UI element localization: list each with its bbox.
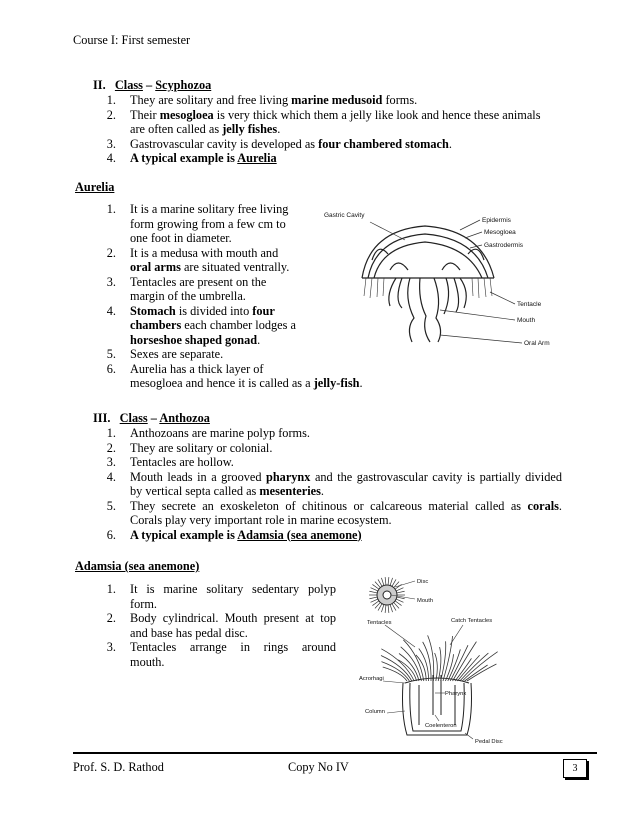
list-item xyxy=(102,582,336,597)
class-name: Scyphozoa xyxy=(155,78,212,92)
list-item-number: 2. xyxy=(106,245,116,260)
disc-tentacle xyxy=(390,605,392,613)
text-run: are often called as xyxy=(130,122,223,136)
label-oral-arm: Oral Arm xyxy=(524,340,550,347)
text-run: . xyxy=(277,122,281,136)
list-item-number: 2. xyxy=(106,107,116,122)
list-item-number: 3. xyxy=(106,136,116,151)
section-roman-numeral: II. xyxy=(93,78,106,92)
list-item-number: 4. xyxy=(106,151,116,165)
list-item-number: 5. xyxy=(106,498,116,513)
text-run: . xyxy=(558,498,562,513)
list-item xyxy=(102,499,562,514)
disc-tentacle xyxy=(396,599,403,602)
disc-tentacle xyxy=(385,605,386,613)
footer-author: Prof. S. D. Rathod xyxy=(73,760,164,774)
text-run: margin of the umbrella. xyxy=(130,289,246,303)
text-run: . xyxy=(320,484,324,498)
aurelia-heading: Aurelia xyxy=(75,180,115,194)
list-item-text xyxy=(130,499,562,514)
text-run: chambers xyxy=(130,318,182,332)
text-run: four xyxy=(252,303,275,318)
text-run: horseshoe shaped gonad xyxy=(130,332,258,347)
text-run: Body cylindrical. Mouth present at top xyxy=(130,611,336,625)
label-acrorhagi: Acrorhagi xyxy=(359,676,384,682)
class-name: Anthozoa xyxy=(159,411,210,425)
list-item xyxy=(102,470,562,485)
list-item-text xyxy=(130,137,562,152)
adamsia-leader-lines xyxy=(383,581,473,739)
text-run: They secrete an exoskeleton of chitinous or calcareous material called as xyxy=(130,498,528,513)
list-item-continuation xyxy=(102,513,562,528)
text-run: and base has pedal disc. xyxy=(130,625,248,640)
text-run: and the gastrovascular cavity is partially divided xyxy=(310,469,562,484)
list-item xyxy=(102,362,402,377)
text-run: mesogloea and hence it is called as a xyxy=(130,376,314,390)
list-item-text xyxy=(130,470,562,485)
aurelia-labels xyxy=(324,212,550,347)
label-pedal-disc: Pedal Disc xyxy=(475,739,503,745)
list-item-continuation xyxy=(102,626,336,641)
text-run: form growing from a few cm to xyxy=(130,216,286,231)
section-roman-numeral: III. xyxy=(93,411,111,425)
label-mesogloea: Mesogloea xyxy=(484,229,516,236)
text-run: Anthozoans are marine polyp forms. xyxy=(130,426,310,440)
text-run: corals xyxy=(527,498,559,513)
text-run: Adamsia (sea anemone) xyxy=(237,527,362,542)
list-item xyxy=(102,426,562,441)
list-item-number: 4. xyxy=(106,469,116,484)
list-item-number: 3. xyxy=(106,274,116,289)
disc-tentacle xyxy=(390,578,392,586)
label-mouth: Mouth xyxy=(517,317,536,324)
list-item-text xyxy=(130,626,336,641)
list-item-text xyxy=(130,362,402,377)
text-run: jelly-fish xyxy=(313,376,360,390)
disc-tentacle xyxy=(385,577,386,585)
list-item-text xyxy=(130,426,562,441)
list-item xyxy=(102,640,336,655)
list-item-text xyxy=(130,376,402,391)
section-iii-heading xyxy=(93,411,210,426)
anemone-tentacle xyxy=(435,653,438,681)
list-item xyxy=(102,528,562,543)
label-mouth: Mouth xyxy=(417,598,434,604)
text-run: forms. xyxy=(382,93,418,107)
list-item-continuation xyxy=(102,484,562,499)
text-run: Sexes are separate. xyxy=(130,347,224,361)
text-run: . xyxy=(359,376,363,390)
class-dash: – xyxy=(142,78,156,92)
text-run: Stomach xyxy=(130,303,176,318)
aurelia-body-drawing xyxy=(362,226,494,342)
text-run: each chamber lodges a xyxy=(181,318,296,332)
aurelia-diagram xyxy=(310,200,570,350)
text-run: A typical example is xyxy=(130,527,238,542)
text-run: Their xyxy=(130,107,160,122)
class-label: Class xyxy=(119,411,148,425)
list-item-continuation xyxy=(102,122,562,137)
list-item-number: 4. xyxy=(106,303,116,318)
list-item xyxy=(102,441,562,456)
list-item-text xyxy=(130,151,562,166)
disc-tentacle xyxy=(371,599,378,602)
adamsia-list xyxy=(102,582,336,669)
list-item-text xyxy=(130,597,336,612)
label-tentacle: Tentacle xyxy=(517,301,542,308)
adamsia-heading: Adamsia (sea anemone) xyxy=(75,559,200,573)
disc-tentacle xyxy=(396,588,403,591)
list-item-number: 3. xyxy=(106,640,116,654)
text-run: They are solitary and free living xyxy=(130,93,292,107)
disc-tentacle xyxy=(397,591,405,593)
list-item-text xyxy=(130,655,336,670)
list-item-text xyxy=(130,455,562,470)
page-number: 3 xyxy=(563,759,587,778)
list-item-number: 5. xyxy=(106,347,116,361)
text-run: pharynx xyxy=(266,469,311,484)
list-item-number: 1. xyxy=(106,582,116,596)
anthozoa-list xyxy=(102,426,562,542)
list-item xyxy=(102,151,562,166)
aurelia-tentacle-fringe xyxy=(364,278,492,298)
label-epidermis: Epidermis xyxy=(482,217,511,224)
text-run: Aurelia has a thick layer of xyxy=(130,361,264,376)
list-item-number: 2. xyxy=(106,440,116,455)
adamsia-diagram xyxy=(355,565,530,745)
list-item xyxy=(102,93,562,108)
text-run: is divided into xyxy=(175,303,253,318)
list-item-text xyxy=(130,513,562,528)
page-header: Course I: First semester xyxy=(73,33,191,47)
text-run: A typical example is xyxy=(130,151,238,165)
text-run: Tentacles are hollow. xyxy=(130,455,234,469)
list-item-text xyxy=(130,528,562,543)
label-column: Column xyxy=(365,709,385,715)
text-run: It is marine solitary sedentary polyp xyxy=(130,582,336,596)
text-run: . xyxy=(257,332,261,347)
disc-tentacle xyxy=(388,577,389,585)
class-label: Class xyxy=(114,78,143,92)
list-item-text xyxy=(130,640,336,655)
list-item-text xyxy=(130,484,562,499)
text-run: are situated ventrally. xyxy=(180,260,290,274)
text-run: Tentacles arrange in rings around xyxy=(130,640,336,654)
text-run: mouth. xyxy=(130,654,165,669)
list-item-number: 6. xyxy=(106,361,116,376)
adamsia-disc-drawing xyxy=(377,585,397,605)
label-gastric-cavity: Gastric Cavity xyxy=(324,212,365,219)
list-item-text xyxy=(130,582,336,597)
text-run: It is a marine solitary free living xyxy=(130,202,289,216)
anemone-tentacle xyxy=(423,642,431,681)
label-catch-tentacles: Catch Tentacles xyxy=(451,618,493,624)
text-run: Tentacles are present on the xyxy=(130,274,267,289)
disc-tentacle xyxy=(381,578,383,586)
list-item-number: 6. xyxy=(106,527,116,542)
label-tentacles: Tentacles xyxy=(367,620,392,626)
text-run: four chambered stomach xyxy=(318,136,449,151)
text-run: Corals play very important role in marine ecosystem. xyxy=(130,513,392,527)
anemone-tentacle xyxy=(465,665,488,681)
disc-tentacle xyxy=(381,605,383,613)
text-run: form. xyxy=(130,596,157,611)
disc-tentacle xyxy=(388,605,389,613)
list-item-continuation xyxy=(102,376,402,391)
list-item-text xyxy=(130,122,562,137)
list-item-text xyxy=(130,611,336,626)
list-item-text xyxy=(130,441,562,456)
list-item xyxy=(102,108,562,123)
text-run: Aurelia xyxy=(237,151,277,165)
text-run: mesenteries xyxy=(259,484,321,498)
list-item-number: 1. xyxy=(106,202,116,216)
class-dash: – xyxy=(147,411,160,425)
section-ii-heading xyxy=(93,78,211,93)
list-item-text xyxy=(130,93,562,108)
label-disc: Disc xyxy=(417,579,429,585)
text-run: by vertical septa called as xyxy=(130,484,260,498)
list-item-text xyxy=(130,108,562,123)
list-item-continuation xyxy=(102,597,336,612)
label-coelenteron: Coelenteron xyxy=(425,723,457,729)
label-pharynx: Pharynx xyxy=(445,691,467,697)
label-gastrodermis: Gastrodermis xyxy=(484,242,524,249)
list-item-number: 1. xyxy=(106,426,116,440)
adamsia-tentacle-crown xyxy=(381,635,498,681)
adamsia-labels xyxy=(359,579,503,745)
list-item xyxy=(102,611,336,626)
list-item-continuation xyxy=(102,655,336,670)
text-run: marine medusoid xyxy=(291,93,383,107)
text-run: Mouth leads in a grooved xyxy=(130,469,266,484)
aurelia-leader-lines xyxy=(370,220,522,343)
text-run: It is a medusa with mouth and xyxy=(130,245,279,260)
text-run: . xyxy=(448,136,452,151)
text-run: oral arms xyxy=(130,260,181,274)
scyphozoa-list xyxy=(102,93,562,166)
disc-tentacle xyxy=(369,597,377,599)
text-run: Gastrovascular cavity is developed as xyxy=(130,136,319,151)
text-run: jelly fishes xyxy=(222,122,278,136)
list-item-number: 1. xyxy=(106,93,116,107)
text-run: mesogloea xyxy=(159,107,214,122)
list-item xyxy=(102,137,562,152)
text-run: is very thick which them a jelly like look and hence these animals xyxy=(213,107,541,122)
text-run: one foot in diameter. xyxy=(130,231,232,245)
footer-rule xyxy=(73,752,597,754)
disc-tentacle xyxy=(371,588,378,591)
list-item xyxy=(102,455,562,470)
footer-copy-number: Copy No IV xyxy=(288,760,349,774)
list-item-number: 2. xyxy=(106,611,116,625)
list-item-number: 3. xyxy=(106,455,116,469)
disc-tentacle xyxy=(369,591,377,593)
text-run: They are solitary or colonial. xyxy=(130,440,273,455)
